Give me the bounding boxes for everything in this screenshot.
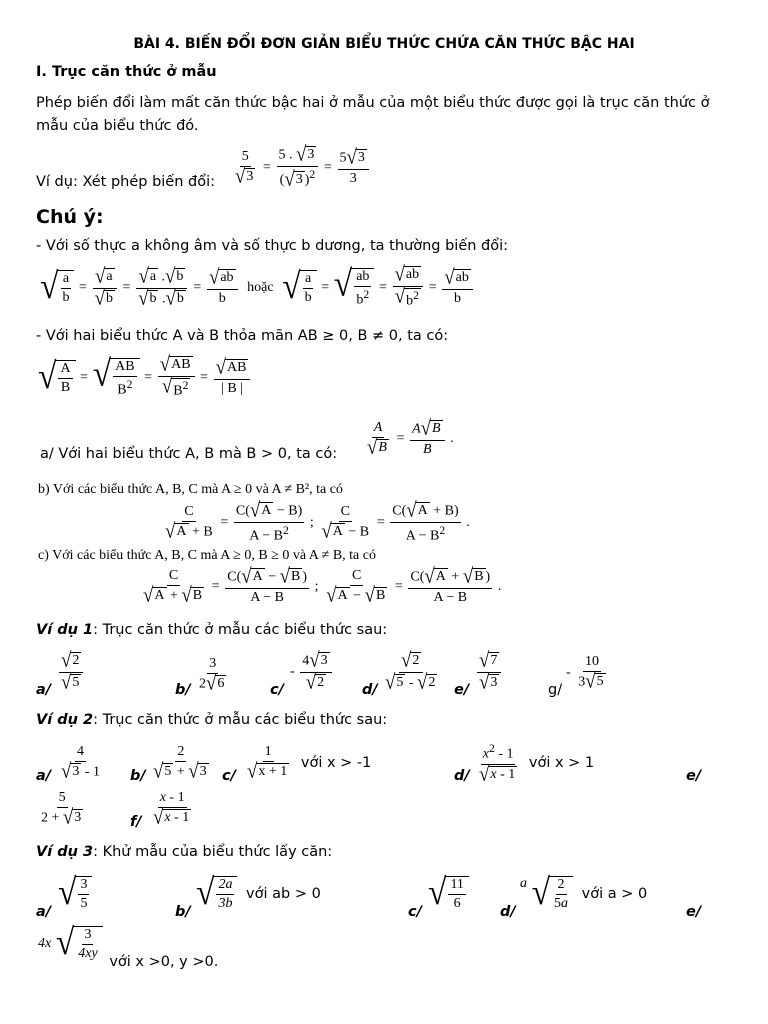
ex2-text: : Trục căn thức ở mẫu các biểu thức sau: <box>93 712 388 728</box>
formula-note-b: C √ A + B = C( √ A − B) $A - B^2$ ; C √ A − B = C( √ A + B) $A - B^2$ . <box>165 498 470 544</box>
formula-example: 5 √ 3 = 5 . √ 3 ( √ 3 )$^2$ = 5 √ 3 3 <box>232 146 370 190</box>
section-paragraph: Phép biến đổi làm mất căn thức bậc hai ở mẫu của một biểu thức được gọi là trục căn thức ở mẫu của biểu thức đó. <box>36 95 710 134</box>
ex1-formula-d: √ 2 √ 5 - √ 2 <box>385 648 436 694</box>
ex2-formula-f: x - 1 √ x - 1 <box>153 790 190 830</box>
note-line-2: - Với hai biểu thức A và B thỏa mãn AB ≥ 0, B ≠ 0, ta có: <box>36 328 449 344</box>
ex1-item-b: b/ <box>175 682 191 698</box>
ex1-heading <box>36 622 387 638</box>
ex1-formula-b: 3 2 √ 6 <box>199 656 225 696</box>
ex1-formula-g: - 10 3 √ 5 <box>566 654 604 694</box>
formula-note-c: C √ A + √ B = C( √ A − √ B ) A − B ; C √ A − √ B = C( √ A + √ B ) A − B . <box>143 564 502 608</box>
ex3-label: Ví dụ 3 <box>36 844 94 860</box>
ex1-item-d: d/ <box>362 682 378 698</box>
ex3-text: : Khử mẫu của biểu thức lấy căn: <box>93 844 333 860</box>
note-line-c: c) Với các biểu thức A, B, C mà A ≥ 0, B ≥ 0 và A ≠ B, ta có <box>38 548 376 563</box>
ex3-item-c: c/ <box>408 904 422 920</box>
section-heading: I. Trục căn thức ở mẫu <box>36 64 217 80</box>
ex3-item-e: e/ <box>686 904 702 920</box>
ex1-formula-c: - 4 √ 3 √ 2 <box>290 652 333 693</box>
ex3-formula-e: 4x √ $\frac{3}{4xy}$ với x >0, y >0. <box>38 921 219 971</box>
ex1-item-a: a/ <box>36 682 52 698</box>
ex2-formula-c: 1 √ x + 1 với x > -1 <box>247 744 372 784</box>
ex2-formula-e: 5 2 + √ 3 <box>41 790 82 830</box>
ex2-formula-b: 2 √ 5 + √ 3 <box>153 744 207 784</box>
note-line-b: b) Với các biểu thức A, B, C mà A ≥ 0 và A ≠ B², ta có <box>38 482 343 497</box>
ex3-formula-d: a √ $\frac{2}{5a}$ với a > 0 <box>520 871 648 913</box>
ex1-label: Ví dụ 1 <box>36 622 94 638</box>
example-label: Ví dụ: Xét phép biến đổi: <box>36 174 216 190</box>
ex1-text: : Trục căn thức ở mẫu các biểu thức sau: <box>93 622 388 638</box>
ex2-item-b: b/ <box>130 768 146 784</box>
ex1-formula-e: √ 7 √ 3 <box>476 652 502 693</box>
ex2-formula-a: 4 √ 3 - 1 <box>61 744 101 784</box>
hoac-word: hoặc <box>247 280 274 296</box>
ex1-item-c: c/ <box>270 682 284 698</box>
ex3-item-b: b/ <box>175 904 191 920</box>
ex1-formula-a: √ 2 √ 5 <box>58 652 84 693</box>
formula-note-a: A √ B = A √ B B . <box>367 416 454 460</box>
ex2-item-a: a/ <box>36 768 52 784</box>
ex2-heading <box>36 712 387 728</box>
ex2-item-f: f/ <box>130 814 142 830</box>
note-line-1: - Với số thực a không âm và số thực b dương, ta thường biến đổi: <box>36 238 509 254</box>
ex3-item-d: d/ <box>500 904 516 920</box>
ex3-formula-a: √ $\frac{3}{5}$ <box>58 876 92 912</box>
formula-note-1: √ $\frac{a}{b}$ = √ a √ b = √ a . √ b √ b . √ b = √ ab b hoặc √ $\frac{a}{b}$ = √ $\frac{ab}{b^2}$ = √ ab √ $b^2$ = √ ab b <box>40 266 474 310</box>
formula-note-2: √ $\frac{A}{B}$ = √ $\frac{AB}{B^2}$ = √ AB √ $B^2$ = √ AB | B | <box>38 356 251 400</box>
ex2-label: Ví dụ 2 <box>36 712 94 728</box>
page-title: BÀI 4. BIẾN ĐỔI ĐƠN GIẢN BIỂU THỨC CHỨA CĂN THỨC BẬC HAI <box>133 36 635 52</box>
ex2-item-d: d/ <box>454 768 470 784</box>
ex3-item-a: a/ <box>36 904 52 920</box>
note-line-a: a/ Với hai biểu thức A, B mà B > 0, ta có: <box>40 446 338 462</box>
ex3-formula-c: √ $\frac{11}{6}$ <box>428 876 469 912</box>
ex2-formula-d: $x^2 - 1$ √ x - 1 với x > 1 <box>479 742 595 786</box>
ex2-item-c: c/ <box>222 768 236 784</box>
ex3-heading <box>36 844 332 860</box>
ex1-item-g: g/ <box>548 682 563 698</box>
note-heading: Chú ý: <box>36 206 104 228</box>
ex1-item-e: e/ <box>454 682 470 698</box>
ex3-formula-b: √ $\frac{2a}{3b}$ với ab > 0 <box>196 871 321 913</box>
ex2-item-e: e/ <box>686 768 702 784</box>
